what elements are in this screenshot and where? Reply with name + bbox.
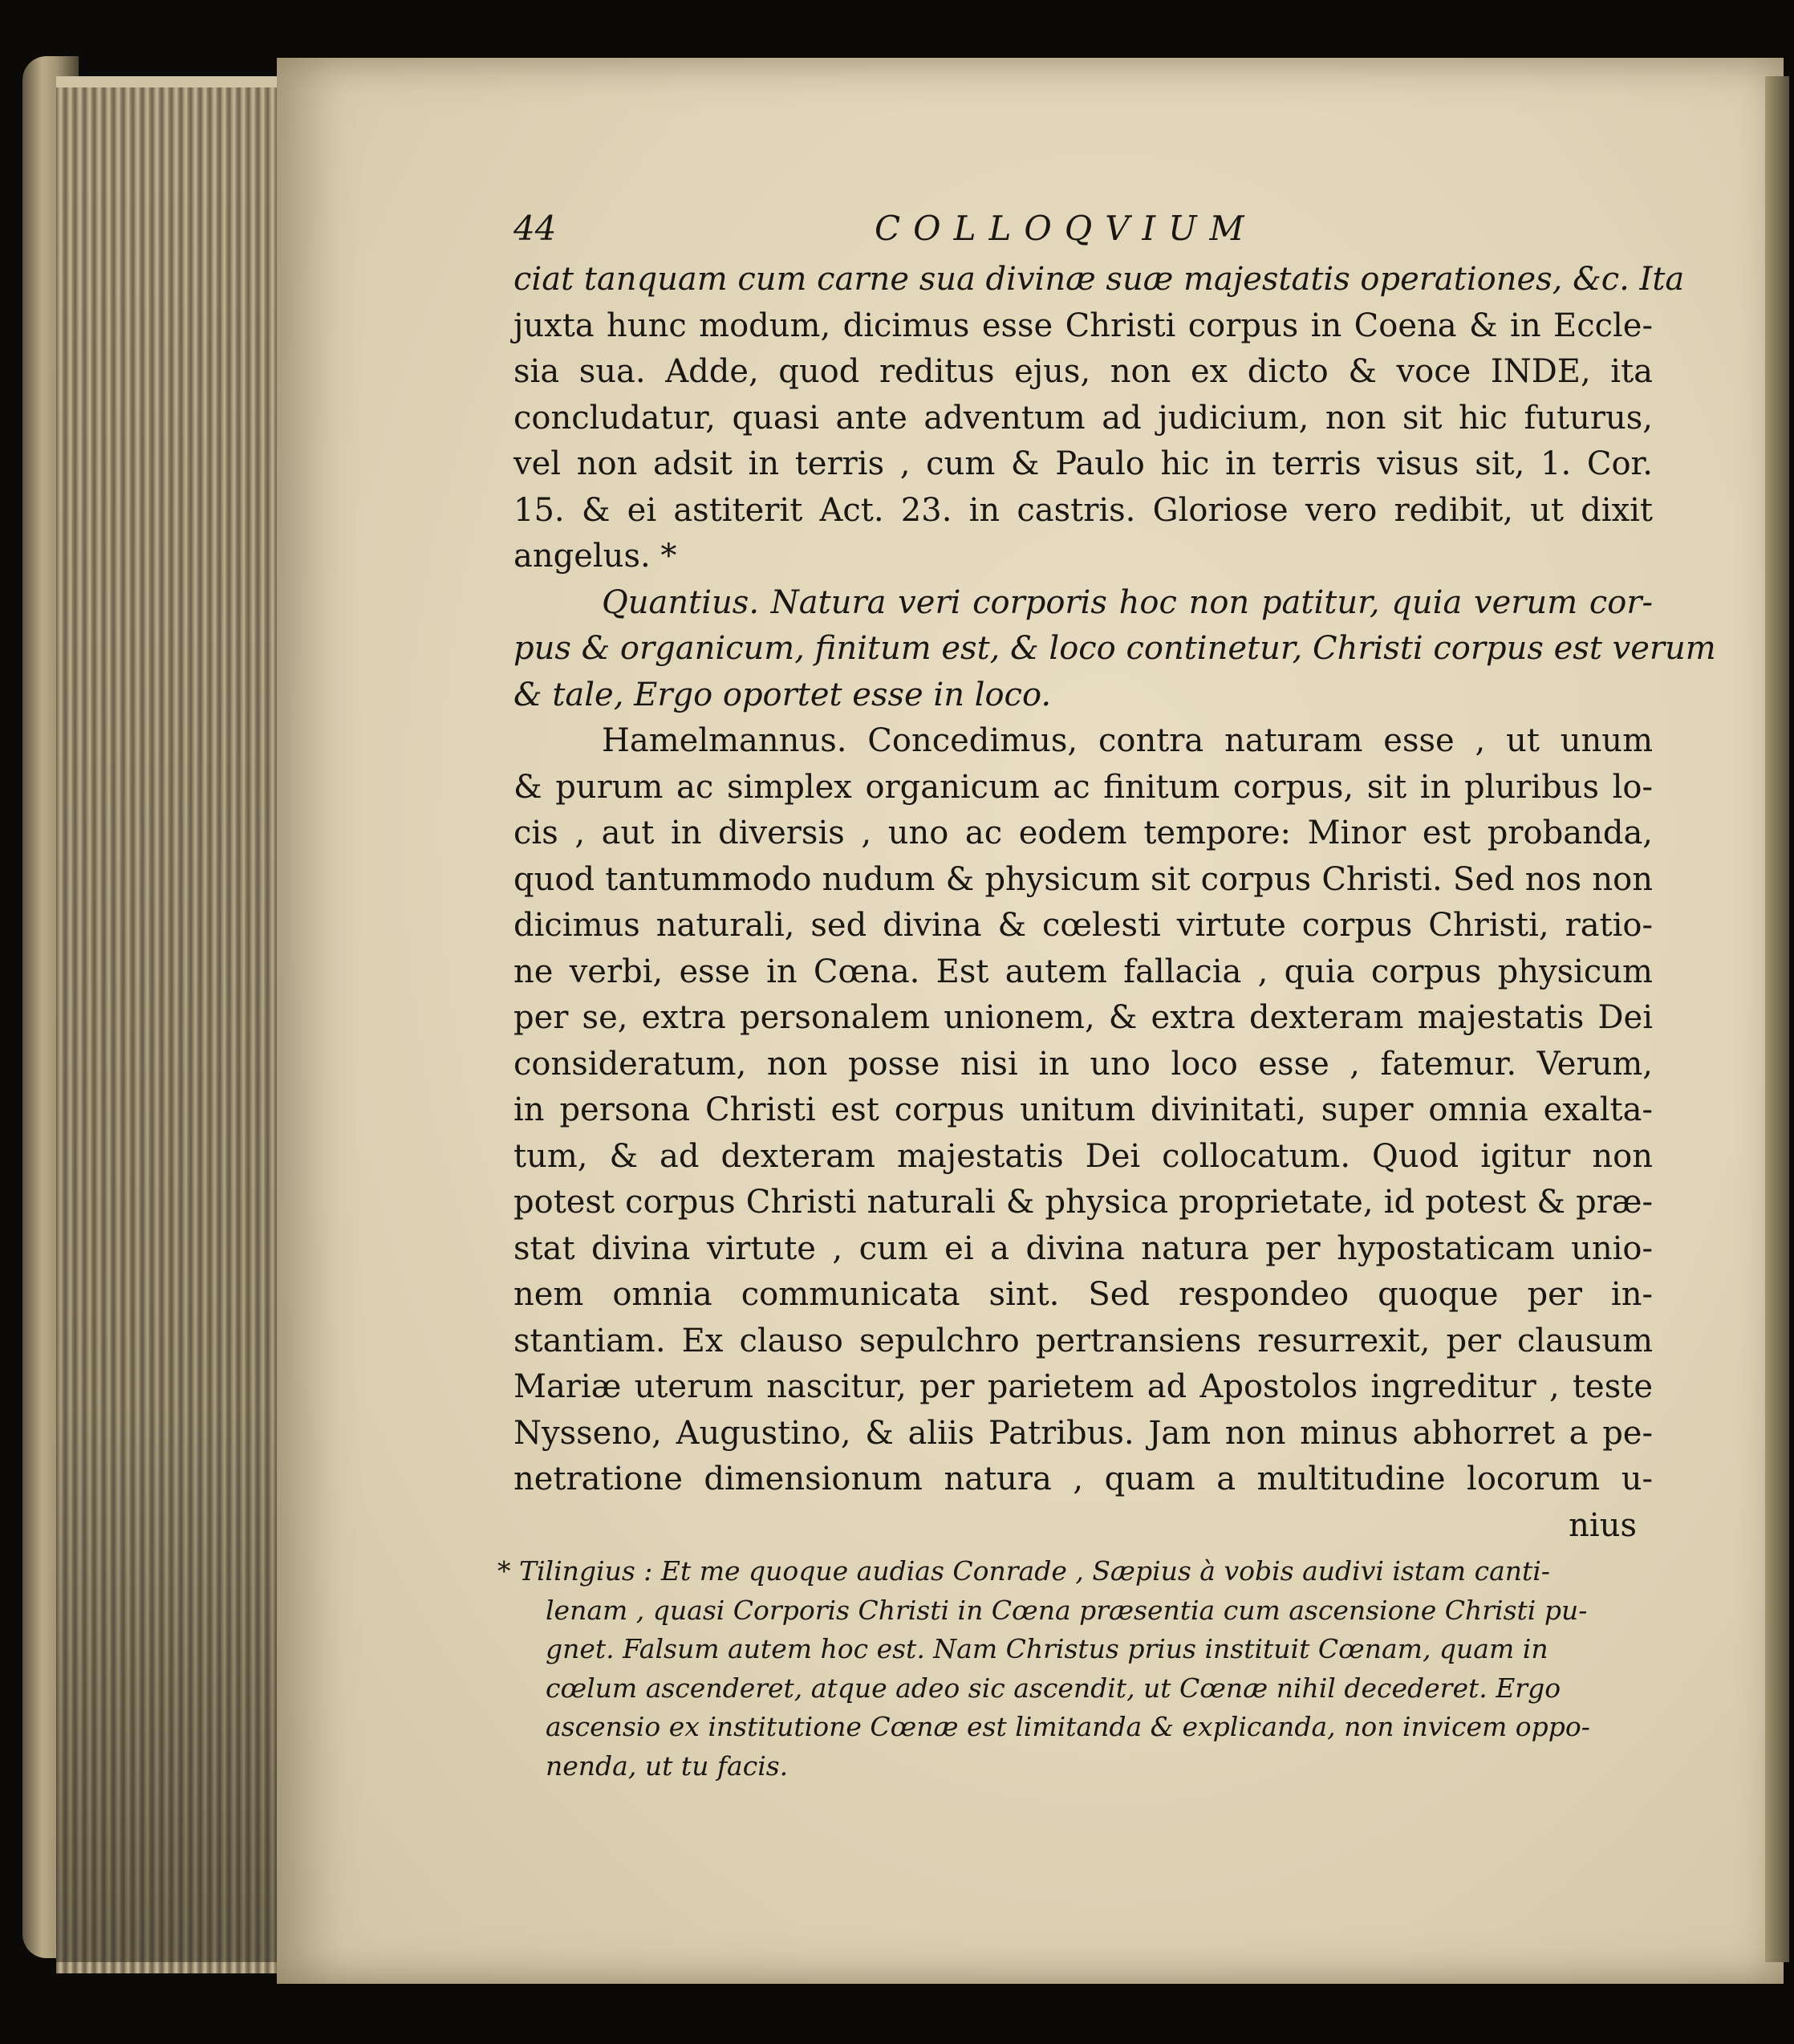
running-title: COLLOQVIUM: [875, 209, 1257, 248]
running-head: [513, 201, 1653, 257]
text-line: pus & organicum, finitum est, & loco continetur, Christi corpus est verum: [513, 630, 1716, 667]
speaker-line: Quantius. Natura veri corporis hoc non patitur, quia verum cor-: [602, 583, 1653, 621]
footnote-block: [497, 1552, 1653, 1786]
text-line: sia sua. Adde, quod reditus ejus, non ex dicto & voce INDE, ita: [513, 353, 1653, 390]
footnote-line: ascensio ex institutione Cœnæ est limitanda & explicanda, non invicem oppo-: [546, 1711, 1590, 1742]
text-line: quod tantummodo nudum & physicum sit corpus Christi. Sed nos non: [513, 860, 1653, 898]
text-line: dicimus naturali, sed divina & cœlesti virtute corpus Christi, ratio-: [513, 907, 1653, 944]
text-line: angelus. *: [513, 538, 677, 575]
text-line: Nysseno, Augustino, & aliis Patribus. Jam non minus abhorret a pe-: [513, 1414, 1653, 1452]
text-line: netratione dimensionum natura , quam a multitudine locorum u-: [513, 1461, 1653, 1497]
page-stack-shadow: [56, 76, 289, 1962]
footnote-line: gnet. Falsum autem hoc est. Nam Christus prius instituit Cœnam, quam in: [546, 1633, 1548, 1664]
text-line: tum, & ad dexteram majestatis Dei collocatum. Quod igitur non: [513, 1137, 1653, 1175]
facing-page-edge: [1765, 76, 1789, 1962]
text-line: vel non adsit in terris , cum & Paulo hic in terris visus sit, 1. Cor.: [513, 445, 1653, 482]
footnote-line: * Tilingius : Et me quoque audias Conrade , Sæpius à vobis audivi istam canti-: [497, 1555, 1550, 1587]
text-line: ne verbi, esse in Cœna. Est autem fallacia , quia corpus physicum: [513, 953, 1653, 990]
text-line: in persona Christi est corpus unitum divinitati, super omnia exalta-: [513, 1091, 1653, 1128]
text-line: 15. & ei astiterit Act. 23. in castris. Gloriose vero redibit, ut dixit: [513, 491, 1653, 529]
text-line: stantiam. Ex clauso sepulchro pertransiens resurrexit, per clausum: [513, 1322, 1653, 1359]
text-line: nem omnia communicata sint. Sed respondeo quoque per in-: [513, 1276, 1653, 1313]
text-line: & purum ac simplex organicum ac finitum corpus, sit in pluribus lo-: [513, 768, 1653, 806]
text-line: stat divina virtute , cum ei a divina natura per hypostaticam unio-: [513, 1229, 1653, 1267]
text-line: ciat tanquam cum carne sua divinæ suæ majestatis operationes, &c. Ita: [513, 261, 1685, 298]
text-line: concludatur, quasi ante adventum ad judicium, non sit hic futurus,: [513, 399, 1653, 437]
text-line: per se, extra personalem unionem, & extra dexteram majestatis Dei: [513, 999, 1653, 1036]
footnote-line: lenam , quasi Corporis Christi in Cœna præsentia cum ascensione Christi pu-: [546, 1594, 1588, 1626]
page-number: 44: [513, 209, 557, 248]
text-block: [497, 201, 1716, 1786]
speaker-line: Hamelmannus. Concedimus, contra naturam esse , ut unum: [602, 722, 1653, 759]
text-line: cis , aut in diversis , uno ac eodem tempore: Minor est probanda,: [513, 815, 1653, 851]
body-text: [513, 257, 1716, 1503]
text-line: & tale, Ergo oportet esse in loco.: [513, 676, 1052, 713]
text-line: Mariæ uterum nascitur, per parietem ad Apostolos ingreditur , teste: [513, 1368, 1653, 1405]
text-line: juxta hunc modum, dicimus esse Christi corpus in Coena & in Eccle-: [513, 307, 1653, 344]
footnote-line: cœlum ascenderet, atque adeo sic ascendit, ut Cœnæ nihil decederet. Ergo: [546, 1672, 1561, 1704]
text-line: consideratum, non posse nisi in uno loco esse , fatemur. Verum,: [513, 1045, 1653, 1083]
catchword: nius: [1569, 1506, 1637, 1544]
footnote-line: nenda, ut tu facis.: [546, 1749, 789, 1782]
text-line: potest corpus Christi naturali & physica proprietate, id potest & præ-: [513, 1184, 1653, 1221]
